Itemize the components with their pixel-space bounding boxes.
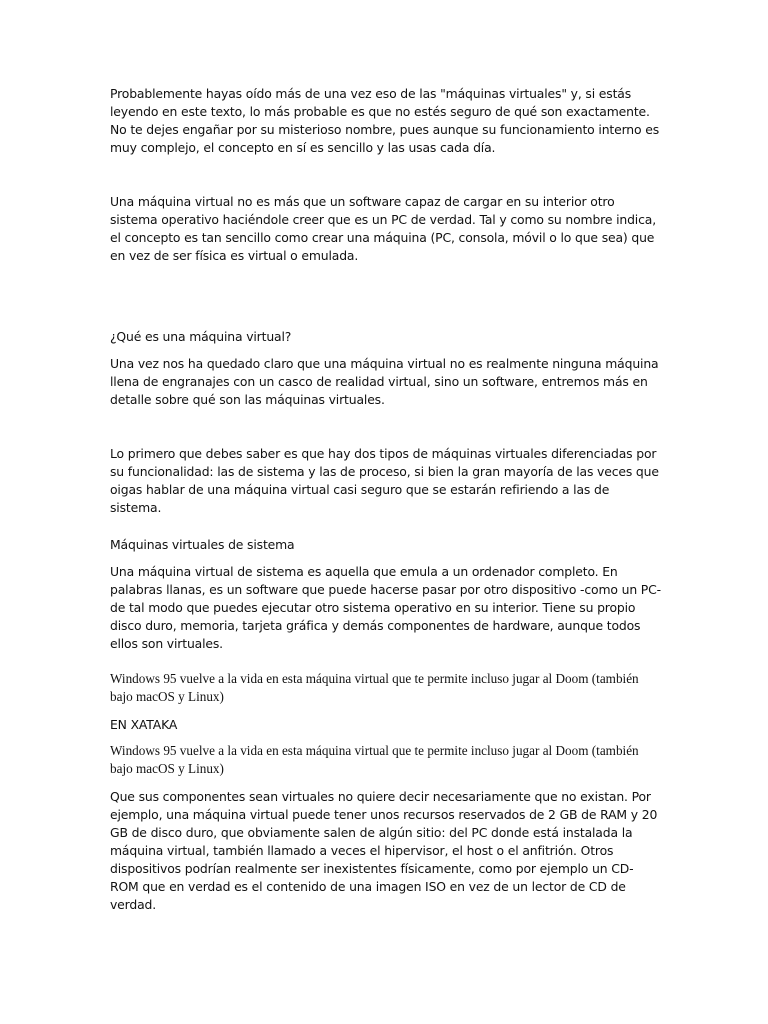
system-vm-paragraph: Una máquina virtual de sistema es aquella que emula a un ordenador completo. En palabras llanas, es un software que puede hacerse pasar por otro dispositivo -como un PC- de tal modo que puedes ejecutar otro sistema operativo en su interior. Tiene su propio disco duro, memoria, tarjeta gráfica y demás componentes de hardware, aunque todos ellos son virtuales. bbox=[110, 564, 661, 651]
section-heading-what-is: ¿Qué es una máquina virtual? bbox=[110, 329, 292, 344]
clarification-paragraph: Una vez nos ha quedado claro que una máquina virtual no es realmente ninguna máquina llena de engranajes con un casco de realidad virtual, sino un software, entremos más en detalle sobre qué son las máquinas virtuales. bbox=[110, 356, 659, 407]
components-paragraph: Que sus componentes sean virtuales no quiere decir necesariamente que no existan. Por ejemplo, una máquina virtual puede tener unos recursos reservados de 2 GB de RAM y 20 GB de disco duro, que obviamente salen de algún sitio: del PC donde está instalada la máquina virtual, también llamado a veces el hipervisor, el host o el anfitrión. Otros dispositivos podrían realmente ser inexistentes físicamente, como por ejemplo un CD-ROM que en verdad es el contenido de una imagen ISO en vez de un lector de CD de verdad. bbox=[110, 789, 658, 912]
section-heading-system-vms: Máquinas virtuales de sistema bbox=[110, 537, 295, 552]
en-xataka-label: EN XATAKA bbox=[110, 717, 178, 732]
windows95-link-text-repeat: Windows 95 vuelve a la vida en esta máquina virtual que te permite incluso jugar al Doom (también bajo macOS y Linux) bbox=[110, 743, 639, 776]
windows95-link-text: Windows 95 vuelve a la vida en esta máquina virtual que te permite incluso jugar al Doom (también bajo macOS y Linux) bbox=[110, 671, 639, 704]
definition-paragraph: Una máquina virtual no es más que un software capaz de cargar en su interior otro sistema operativo haciéndole creer que es un PC de verdad. Tal y como su nombre indica, el concepto es tan sencillo como crear una máquina (PC, consola, móvil o lo que sea) que en vez de ser física es virtual o emulada. bbox=[110, 194, 656, 263]
intro-paragraph: Probablemente hayas oído más de una vez eso de las "máquinas virtuales" y, si estás leyendo en este texto, lo más probable es que no estés seguro de qué son exactamente. No te dejes engañar por su misterioso nombre, pues aunque su funcionamiento interno es muy complejo, el concepto en sí es sencillo y las usas cada día. bbox=[110, 86, 660, 155]
types-paragraph: Lo primero que debes saber es que hay dos tipos de máquinas virtuales diferenciadas por su funcionalidad: las de sistema y las de proceso, si bien la gran mayoría de las veces que oigas hablar de una máquina virtual casi seguro que se estarán refiriendo a las de sistema. bbox=[110, 446, 659, 515]
